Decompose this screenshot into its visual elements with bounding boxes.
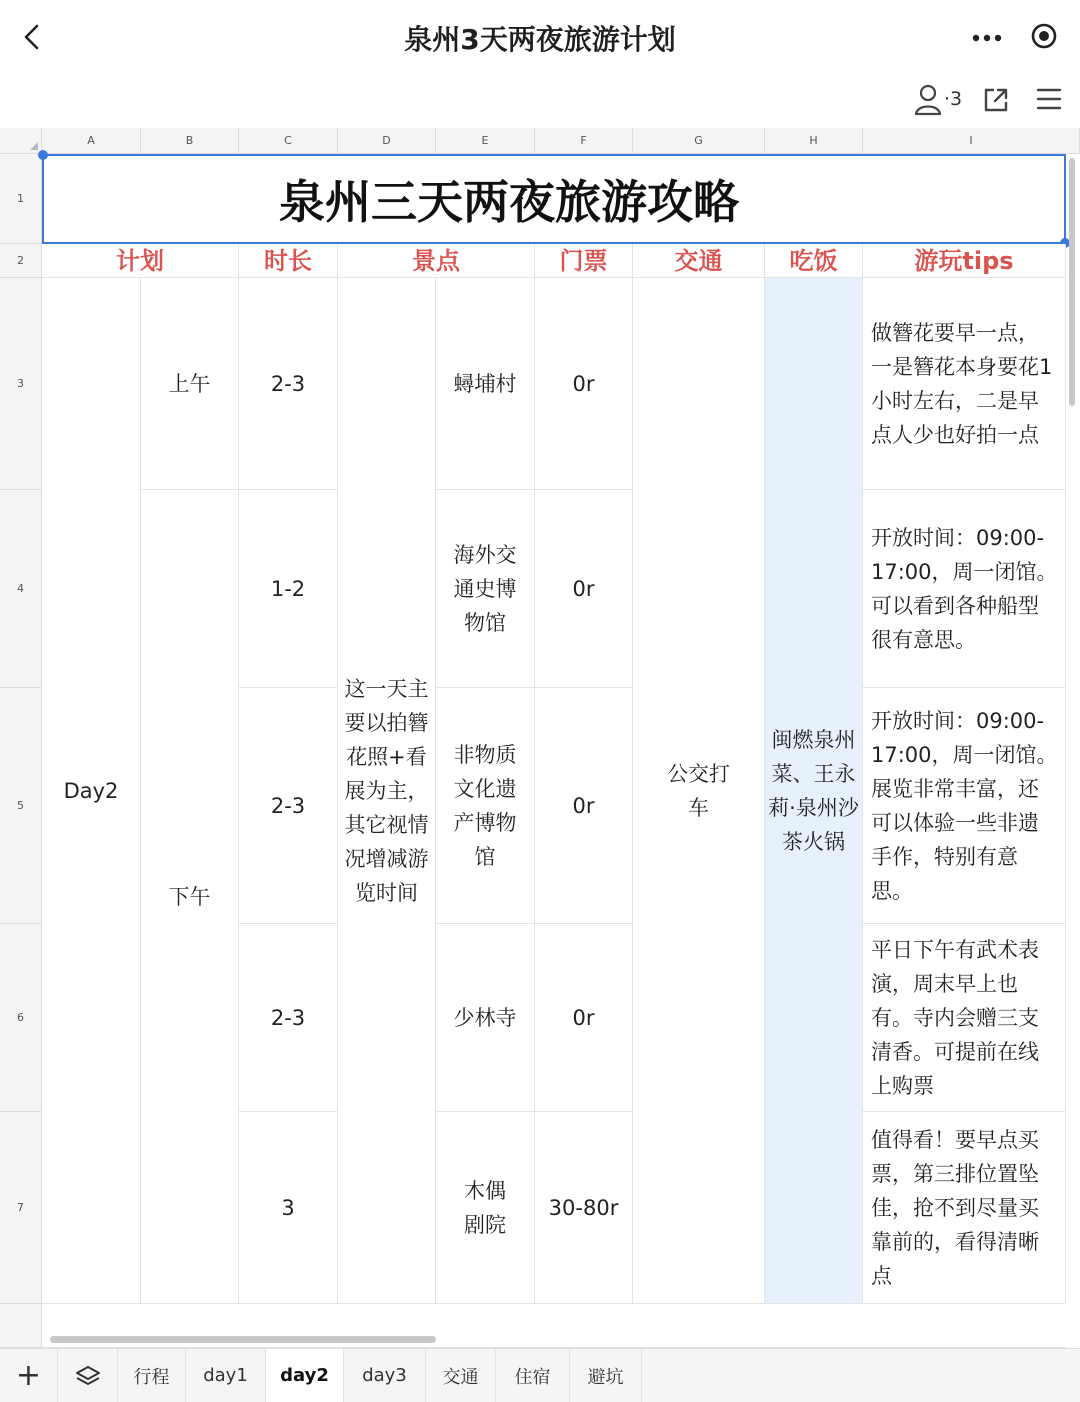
tab-lodging[interactable]: 住宿 [496, 1349, 570, 1402]
tips-cell[interactable]: 平日下午有武术表演，周末早上也有。寺内会赠三支清香。可提前在线上购票 [863, 924, 1066, 1112]
spot-cell[interactable]: 非物质文化遗产博物馆 [436, 688, 535, 924]
duration-cell[interactable]: 3 [239, 1112, 338, 1304]
row-header-empty [0, 1304, 42, 1348]
ticket-cell[interactable]: 0r [535, 278, 633, 490]
header-plan[interactable]: 计划 [42, 244, 239, 278]
summary-cell[interactable]: 这一天主要以拍簪花照+看展为主，其它视情况增减游览时间 [338, 278, 436, 1304]
tab-day1[interactable]: day1 [186, 1349, 266, 1402]
layers-icon [75, 1365, 101, 1387]
column-header-b[interactable]: B [141, 128, 239, 154]
duration-cell[interactable]: 2-3 [239, 688, 338, 924]
sheet-list-button[interactable] [58, 1349, 118, 1402]
row-header-5[interactable]: 5 [0, 688, 42, 924]
sheet-title-cell[interactable]: 泉州三天两夜旅游攻略 [42, 154, 1066, 244]
row-header-6[interactable]: 6 [0, 924, 42, 1112]
header-duration[interactable]: 时长 [239, 244, 338, 278]
select-all-corner[interactable] [0, 128, 42, 154]
user-icon[interactable] [914, 84, 948, 116]
ticket-cell[interactable]: 30-80r [535, 1112, 633, 1304]
header-tips[interactable]: 游玩tips [863, 244, 1066, 278]
column-header-i[interactable]: I [863, 128, 1080, 154]
horizontal-scrollbar[interactable] [50, 1336, 436, 1343]
tips-cell[interactable]: 开放时间：09:00-17:00，周一闭馆。展览非常丰富，还可以体验一些非遗手作，特别有意思。 [863, 688, 1066, 924]
column-header-h[interactable]: H [765, 128, 863, 154]
row-header-4[interactable]: 4 [0, 490, 42, 688]
spreadsheet[interactable] [0, 128, 1080, 1348]
tips-cell[interactable]: 开放时间：09:00-17:00，周一闭馆。可以看到各种船型很有意思。 [863, 490, 1066, 688]
target-icon[interactable] [1030, 22, 1058, 50]
duration-cell[interactable]: 1-2 [239, 490, 338, 688]
header-spot[interactable]: 景点 [338, 244, 535, 278]
vertical-scrollbar[interactable] [1069, 158, 1075, 406]
more-icon[interactable] [972, 34, 1002, 42]
ticket-cell[interactable]: 0r [535, 924, 633, 1112]
tab-itinerary[interactable]: 行程 [118, 1349, 186, 1402]
tab-day3[interactable]: day3 [344, 1349, 426, 1402]
morning-cell[interactable]: 上午 [141, 278, 239, 490]
tab-pitfalls[interactable]: 避坑 [570, 1349, 642, 1402]
afternoon-cell[interactable]: 下午 [141, 490, 239, 1304]
tab-transport[interactable]: 交通 [426, 1349, 496, 1402]
column-header-c[interactable]: C [239, 128, 338, 154]
header-food[interactable]: 吃饭 [765, 244, 863, 278]
header-ticket[interactable]: 门票 [535, 244, 633, 278]
row-header-1[interactable]: 1 [0, 154, 42, 244]
ticket-cell[interactable]: 0r [535, 688, 633, 924]
row-header-7[interactable]: 7 [0, 1112, 42, 1304]
ticket-cell[interactable]: 0r [535, 490, 633, 688]
column-header-f[interactable]: F [535, 128, 633, 154]
column-header-a[interactable]: A [42, 128, 141, 154]
duration-cell[interactable]: 2-3 [239, 924, 338, 1112]
spot-cell[interactable]: 蟳埔村 [436, 278, 535, 490]
collaborator-count: ·3 [944, 88, 963, 110]
row-header-3[interactable]: 3 [0, 278, 42, 490]
add-sheet-button[interactable]: + [0, 1349, 58, 1402]
selection-handle-top[interactable] [38, 150, 48, 160]
menu-icon[interactable] [1036, 86, 1062, 112]
share-icon[interactable] [982, 86, 1010, 114]
spot-cell[interactable]: 木偶剧院 [436, 1112, 535, 1304]
sheet-tab-bar [0, 1348, 1080, 1402]
food-cell[interactable]: 闽燃泉州菜、王永莉·泉州沙茶火锅 [765, 278, 863, 1304]
tips-cell[interactable]: 做簪花要早一点，一是簪花本身要花1小时左右，二是早点人少也好拍一点 [863, 278, 1066, 490]
column-header-e[interactable]: E [436, 128, 535, 154]
tips-cell[interactable]: 值得看！要早点买票，第三排位置坠佳，抢不到尽量买靠前的，看得清晰点 [863, 1112, 1066, 1304]
column-header-d[interactable]: D [338, 128, 436, 154]
header-transport[interactable]: 交通 [633, 244, 765, 278]
day-cell[interactable]: Day2 [42, 278, 141, 1304]
row-header-2[interactable]: 2 [0, 244, 42, 278]
transport-cell[interactable]: 公交打车 [633, 278, 765, 1304]
tab-day2[interactable]: day2 [266, 1349, 344, 1402]
page-title: 泉州3天两夜旅游计划 [404, 23, 676, 56]
spot-cell[interactable]: 海外交通史博物馆 [436, 490, 535, 688]
spot-cell[interactable]: 少林寺 [436, 924, 535, 1112]
column-header-g[interactable]: G [633, 128, 765, 154]
top-bar [0, 0, 1080, 128]
duration-cell[interactable]: 2-3 [239, 278, 338, 490]
